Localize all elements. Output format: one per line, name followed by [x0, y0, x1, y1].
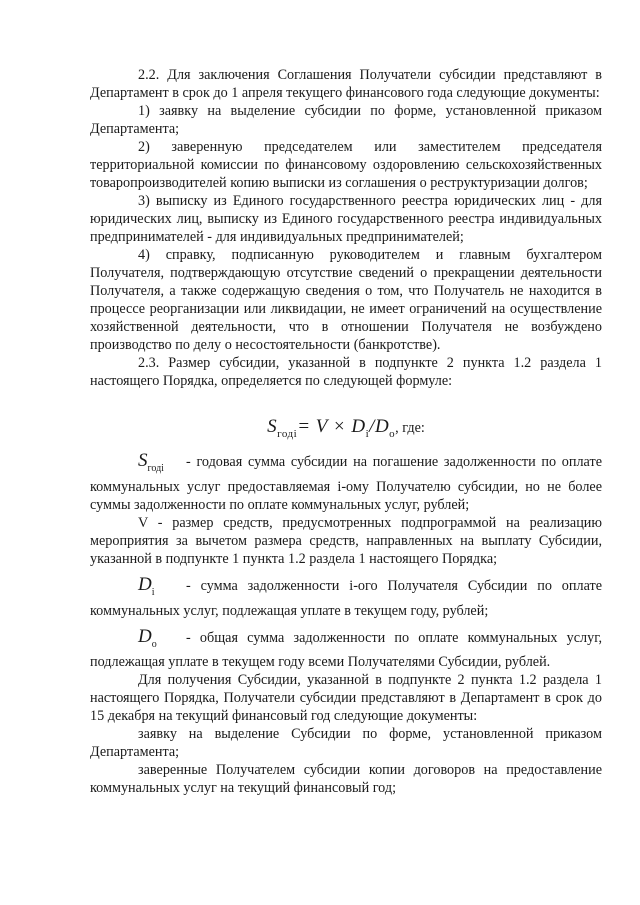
definition-do-text: - общая сумма задолженности по оплате коммунальных услуг, подлежащая уплате в текущем году всеми Получателями Субсидии, рублей. [90, 629, 602, 671]
definition-di-text: - сумма задолженности i-ого Получателя Субсидии по оплате коммунальных услуг, подлежащая уплате в текущем году, рублей; [90, 577, 602, 619]
formula-rhs-div: /D [369, 416, 390, 437]
paragraph-2-3: 2.3. Размер субсидии, указанной в подпункте 2 пункта 1.2 раздела 1 настоящего Порядка, определяется по следующей формуле: [90, 355, 602, 389]
symbol-di-sub: i [151, 586, 155, 598]
symbol-s-letter: S [138, 450, 148, 471]
formula-rhs-v: = V × D [297, 416, 366, 437]
document-page [90, 66, 602, 797]
symbol-s-sub: годі [147, 462, 164, 474]
formula-lhs-sub: годі [277, 427, 298, 440]
formula-rhs-i: i [365, 427, 370, 440]
list-item-2: 2) заверенную председателем или заместителем председателя территориальной комиссии по финансовому оздоровлению сельскохозяйственных товаропроизводителей копию выписки из соглашения о реструктуризации долгов; [90, 139, 602, 191]
formula-tail: , где: [395, 420, 425, 436]
definition-s-text: - годовая сумма субсидии на погашение задолженности по оплате коммунальных услуг предоставляемая i-ому Получателю субсидии, но не более суммы задолженности по оплате коммунальных услуг, рублей; [90, 454, 602, 513]
list-item-4: 4) справку, подписанную руководителем и главным бухгалтером Получателя, подтверждающую отсутствие сведений о прекращении деятельности Получателя, а также содержащую сведения о том, что Получатель не находится в процессе реорганизации или ликвидации, не имеет ограничений на осуществление хозяйственной деятельности, что в отношении Получателя не возбуждено производство по делу о несостоятельности (банкротстве). [90, 247, 602, 353]
paragraph-receipt: Для получения Субсидии, указанной в подпункте 2 пункта 1.2 раздела 1 настоящего Порядка, Получатели субсидии представляют в Департамент в срок до 15 декабря на текущий финансовый год следующие документы: [90, 672, 602, 725]
formula-rhs-o: o [389, 427, 396, 440]
list-item-3: 3) выписку из Единого государственного реестра юридических лиц - для юридических лиц, выписку из Единого государственного реестра индивидуальных предпринимателей - для индивидуальных предпринимателей; [90, 193, 602, 245]
symbol-di-letter: D [138, 573, 152, 595]
formula-lhs: S [267, 416, 278, 437]
paragraph-application: заявку на выделение Субсидии по форме, установленной приказом Департамента; [90, 726, 602, 761]
paragraph-2-2: 2.2. Для заключения Соглашения Получатели субсидии представляют в Департамент в срок до 1 апреля текущего финансового года следующие документы: [90, 67, 602, 101]
symbol-do [138, 625, 186, 654]
list-item-1: 1) заявку на выделение субсидии по форме, установленной приказом Департамента; [90, 103, 602, 137]
paragraph-contracts: заверенные Получателем субсидии копии договоров на предоставление коммунальных услуг на текущий финансовый год; [90, 762, 602, 797]
symbol-do-sub: o [151, 638, 157, 650]
definition-v: V - размер средств, предусмотренных подпрограммой на реализацию мероприятия за вычетом размера средств, направленных на выплату Субсидии, указанной в подпункте 1 пункта 1.2 раздела 1 настоящего Порядка; [90, 514, 602, 567]
symbol-s [138, 452, 186, 478]
formula-expression [267, 416, 396, 440]
subsidy-formula [90, 412, 602, 442]
definition-di [90, 573, 602, 620]
definition-s [90, 452, 602, 514]
definition-do [90, 625, 602, 672]
symbol-di [138, 573, 186, 602]
symbol-do-letter: D [138, 625, 152, 647]
